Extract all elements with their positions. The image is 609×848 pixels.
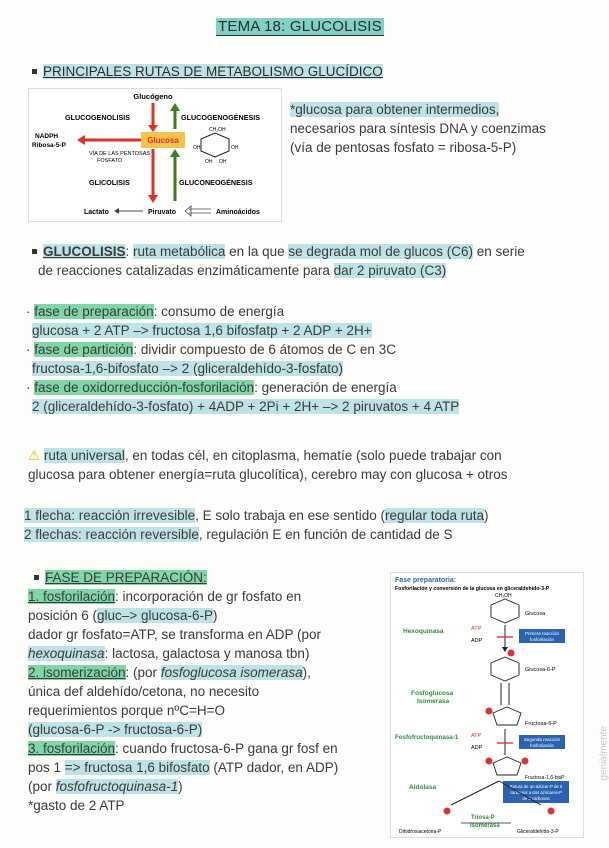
svg-text:OH: OH [219, 159, 227, 165]
svg-text:Gliceraldehído-3-P: Gliceraldehído-3-P [517, 829, 559, 835]
warning-icon: ⚠ [28, 448, 41, 463]
svg-text:Fructosa-6-P: Fructosa-6-P [525, 721, 557, 727]
svg-text:fosforilación: fosforilación [529, 637, 555, 642]
fig1-via-pentosas: VÍA DE LAS PENTOSAS [89, 151, 151, 157]
svg-text:OH: OH [231, 145, 239, 151]
svg-text:Isomerasa: Isomerasa [470, 823, 500, 829]
svg-text:Fase preparatoria:: Fase preparatoria: [395, 577, 457, 584]
fig1-fosfato: FOSFATO [97, 158, 123, 164]
phase-1-equation: glucosa + 2 ATP –> fructosa 1,6 bifosfatp + 2 ADP + 2H+ [32, 323, 372, 338]
svg-text:CH₂OH: CH₂OH [209, 127, 226, 133]
svg-text:ADP: ADP [471, 745, 483, 751]
glucolisis-definition: GLUCOLISIS: ruta metabólica en la que se degrada mol de glucos (C6) en serie de reacciones catalizadas enzimáticamente para dar 2 piruvato (C3) [32, 242, 525, 280]
svg-text:Isomerasa: Isomerasa [417, 698, 450, 705]
preparatory-phase-figure [390, 572, 584, 838]
ruta-universal-note: ⚠ ruta universal, en todas cél, en citoplasma, hematíe (solo puede trabajar con glucosa para obtener energía=ruta glucolítica), cerebro may con glucosa + otros [28, 448, 508, 482]
fig1-nadph: NADPH [35, 133, 59, 140]
svg-text:de 3 carbonos: de 3 carbonos [522, 796, 550, 801]
svg-text:fosforilación: fosforilación [529, 743, 555, 748]
fig1-gluconeogenesis: GLUCONEOGÉNESIS [179, 178, 253, 187]
phases-list [26, 302, 459, 416]
fig1-lactato: Lactato [84, 209, 109, 216]
fig1-aminoacidos: Aminoácidos [216, 209, 260, 216]
fig1-glucogenogenesis: GLUCOGENOGÉNESIS [181, 113, 261, 122]
phase-2-header: · fase de partición: dividir compuesto de 6 átomos de C en 3C [26, 342, 396, 357]
fig1-glucosa: Glucosa [147, 136, 179, 145]
fig1-glucogeno: Glucógeno [133, 92, 173, 101]
svg-text:OH: OH [205, 159, 213, 165]
svg-text:Dihidroxiacetona-P: Dihidroxiacetona-P [399, 829, 442, 835]
fase-preparacion: FASE DE PREPARACIÓN: 1. fosforilación: incorporación de gr fosfato en posición 6 (gluc–> glucosa-6-P) dador gr fosfato=ATP, se transforma en ADP (por hexoquinasa: lactosa, galactosa y manosa tbn) 2. isomerización: (por fosfoglucosa isomerasa), única def aldehído/cetona, no necesito requerimientos porque nºC=H=O (glucosa-6-P -> fructosa-6-P) 3. fosforilación: cuando fructosa-6-P gana gr fosf en pos 1 => fructosa 1,6 bifosfato (ATP dador, en ADP) (por fosfofructoquinasa-1) *gasto de 2 ATP [28, 570, 339, 813]
fig1-ribosa: Ribosa-5-P [32, 142, 66, 149]
svg-text:ATP: ATP [471, 733, 482, 739]
fig1-glucogenolisis: GLUCOGENOLISIS [65, 113, 131, 122]
svg-text:Fosfofructoquinasa-1: Fosfofructoquinasa-1 [395, 734, 459, 741]
svg-text:Glucosa: Glucosa [525, 611, 546, 617]
svg-text:CH₂OH: CH₂OH [495, 593, 512, 599]
svg-text:Aldolasa: Aldolasa [409, 784, 437, 791]
svg-text:Fosforilación y conversión de: Fosforilación y conversión de la glucosa en gliceraldehído-3-P [395, 586, 550, 592]
svg-text:carbonos a dos azúcares-P: carbonos a dos azúcares-P [509, 790, 563, 795]
svg-text:ATP: ATP [471, 626, 482, 632]
svg-text:OH: OH [193, 145, 201, 151]
phase-3-equation: 2 (gliceraldehído-3-fosfato) + 4ADP + 2Pi + 2H+ –> 2 piruvatos + 4 ATP [32, 399, 460, 414]
svg-text:Rotura de un azúcar-P de 6: Rotura de un azúcar-P de 6 [509, 784, 563, 789]
phase-1-header: · fase de preparación: consumo de energía [26, 304, 285, 319]
fig1-piruvato: Piruvato [148, 209, 177, 216]
page-title: TEMA 18: GLUCOLISIS [218, 18, 382, 35]
svg-text:Primera reacción: Primera reacción [524, 631, 560, 636]
svg-text:ADP: ADP [471, 638, 483, 644]
svg-text:Glucosa-6-P: Glucosa-6-P [525, 667, 556, 673]
metabolic-routes-figure [28, 88, 282, 222]
svg-text:Fructosa-1,6-bisP: Fructosa-1,6-bisP [525, 775, 565, 781]
flechas-note: 1 flecha: reacción irrevesible, E solo trabaja en ese sentido (regular toda ruta) 2 flechas: reacción reversible, regulación E en función de cantidad de S [24, 508, 489, 542]
phase-3-header: · fase de oxidorreducción-fosforilación: generación de energía [26, 380, 397, 395]
watermark: genialmente [598, 726, 609, 781]
phase-2-equation: fructosa-1,6-bifosfato –> 2 (gliceraldehído-3-fosfato) [32, 361, 344, 376]
section-heading-rutas: PRINCIPALES RUTAS DE METABOLISMO GLUCÍDICO [32, 62, 383, 81]
fig1-glicolisis: GLICOLISIS [89, 178, 130, 187]
glucosa-note: *glucosa para obtener intermedios, necesarios para síntesis DNA y coenzimas (vía de pentosas fosfato = ribosa-5-P) [290, 102, 546, 155]
svg-text:Segunda reacción: Segunda reacción [523, 737, 561, 742]
svg-text:Fosfoglucosa: Fosfoglucosa [411, 690, 454, 697]
svg-text:Triosa-P: Triosa-P [471, 815, 495, 821]
glucose-structure [201, 133, 229, 157]
svg-text:Hexoquinasa: Hexoquinasa [403, 628, 444, 635]
